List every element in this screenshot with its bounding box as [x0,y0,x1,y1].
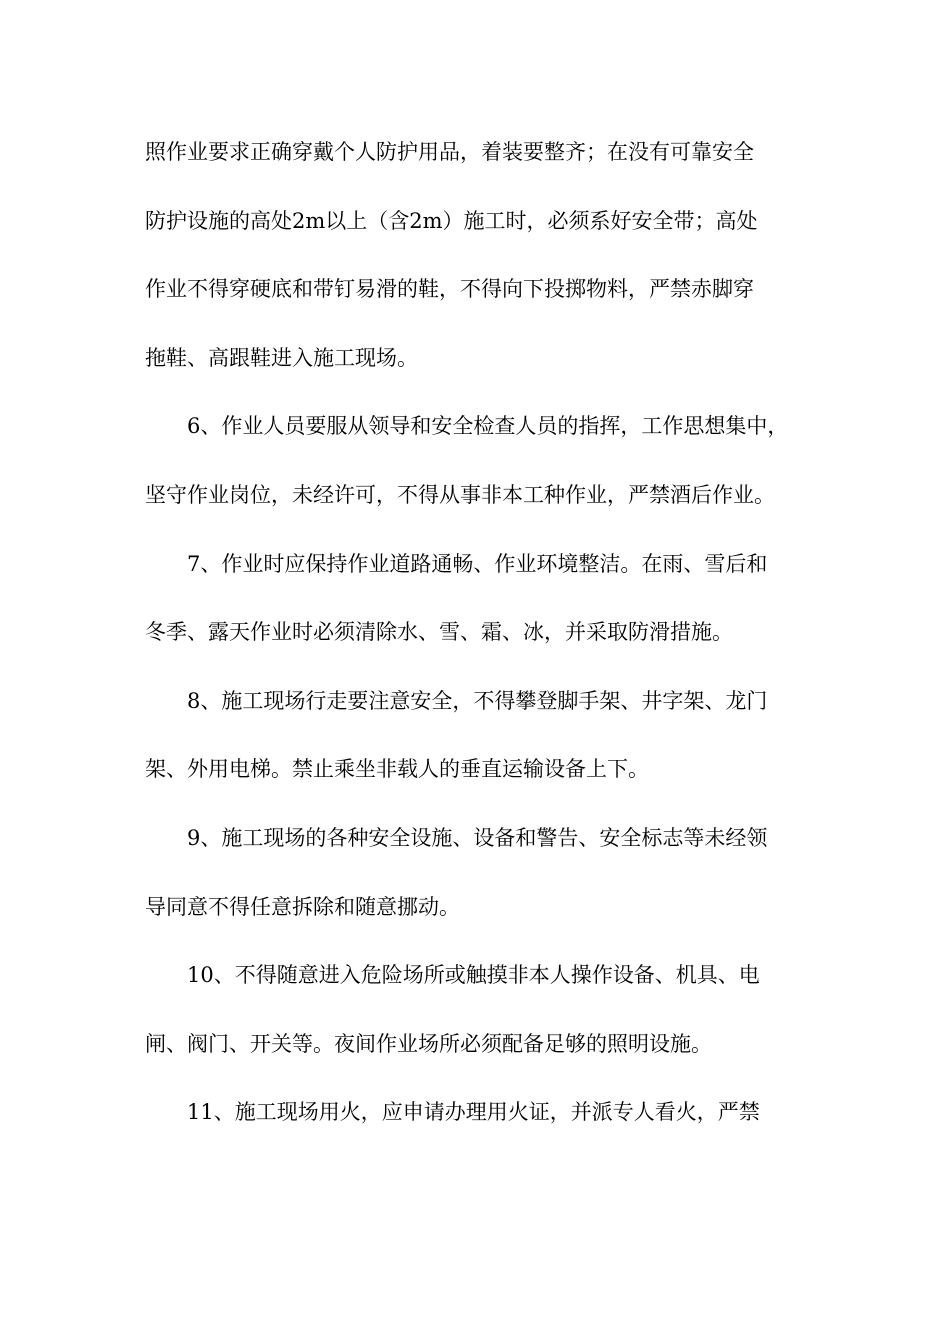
text-line: 作业不得穿硬底和带钉易滑的鞋，不得向下投掷物料，严禁赤脚穿 [145,277,754,302]
text-line: 拖鞋、高跟鞋进入施工现场。 [145,345,418,370]
paragraph-first-line: 6、作业人员要服从领导和安全检查人员的指挥，工作思想集中， [187,414,789,439]
paragraph-first-line: 11、施工现场用火，应申请办理用火证，并派专人看火，严禁 [187,1100,760,1125]
text-line: 架、外用电梯。禁止乘坐非载人的垂直运输设备上下。 [145,757,649,782]
text-line: 坚守作业岗位，未经许可，不得从事非本工种作业，严禁酒后作业。 [145,482,775,507]
document-body [145,130,810,1159]
text-line: 导同意不得任意拆除和随意挪动。 [145,894,460,919]
paragraph-first-line: 8、施工现场行走要注意安全，不得攀登脚手架、井字架、龙门 [187,688,768,713]
paragraph-first-line: 10、不得随意进入危险场所或触摸非本人操作设备、机具、电 [187,963,760,988]
text-line: 冬季、露天作业时必须清除水、雪、霜、冰，并采取防滑措施。 [145,620,733,645]
text-line: 照作业要求正确穿戴个人防护用品，着装要整齐；在没有可靠安全 [145,140,754,164]
paragraph-first-line: 7、作业时应保持作业道路通畅、作业环境整洁。在雨、雪后和 [187,551,768,576]
paragraph-first-line: 9、施工现场的各种安全设施、设备和警告、安全标志等未经领 [187,825,768,850]
text-line: 防护设施的高处2m以上（含2m）施工时，必须系好安全带；高处 [145,208,758,233]
text-line: 闸、阀门、开关等。夜间作业场所必须配备足够的照明设施。 [145,1031,712,1056]
